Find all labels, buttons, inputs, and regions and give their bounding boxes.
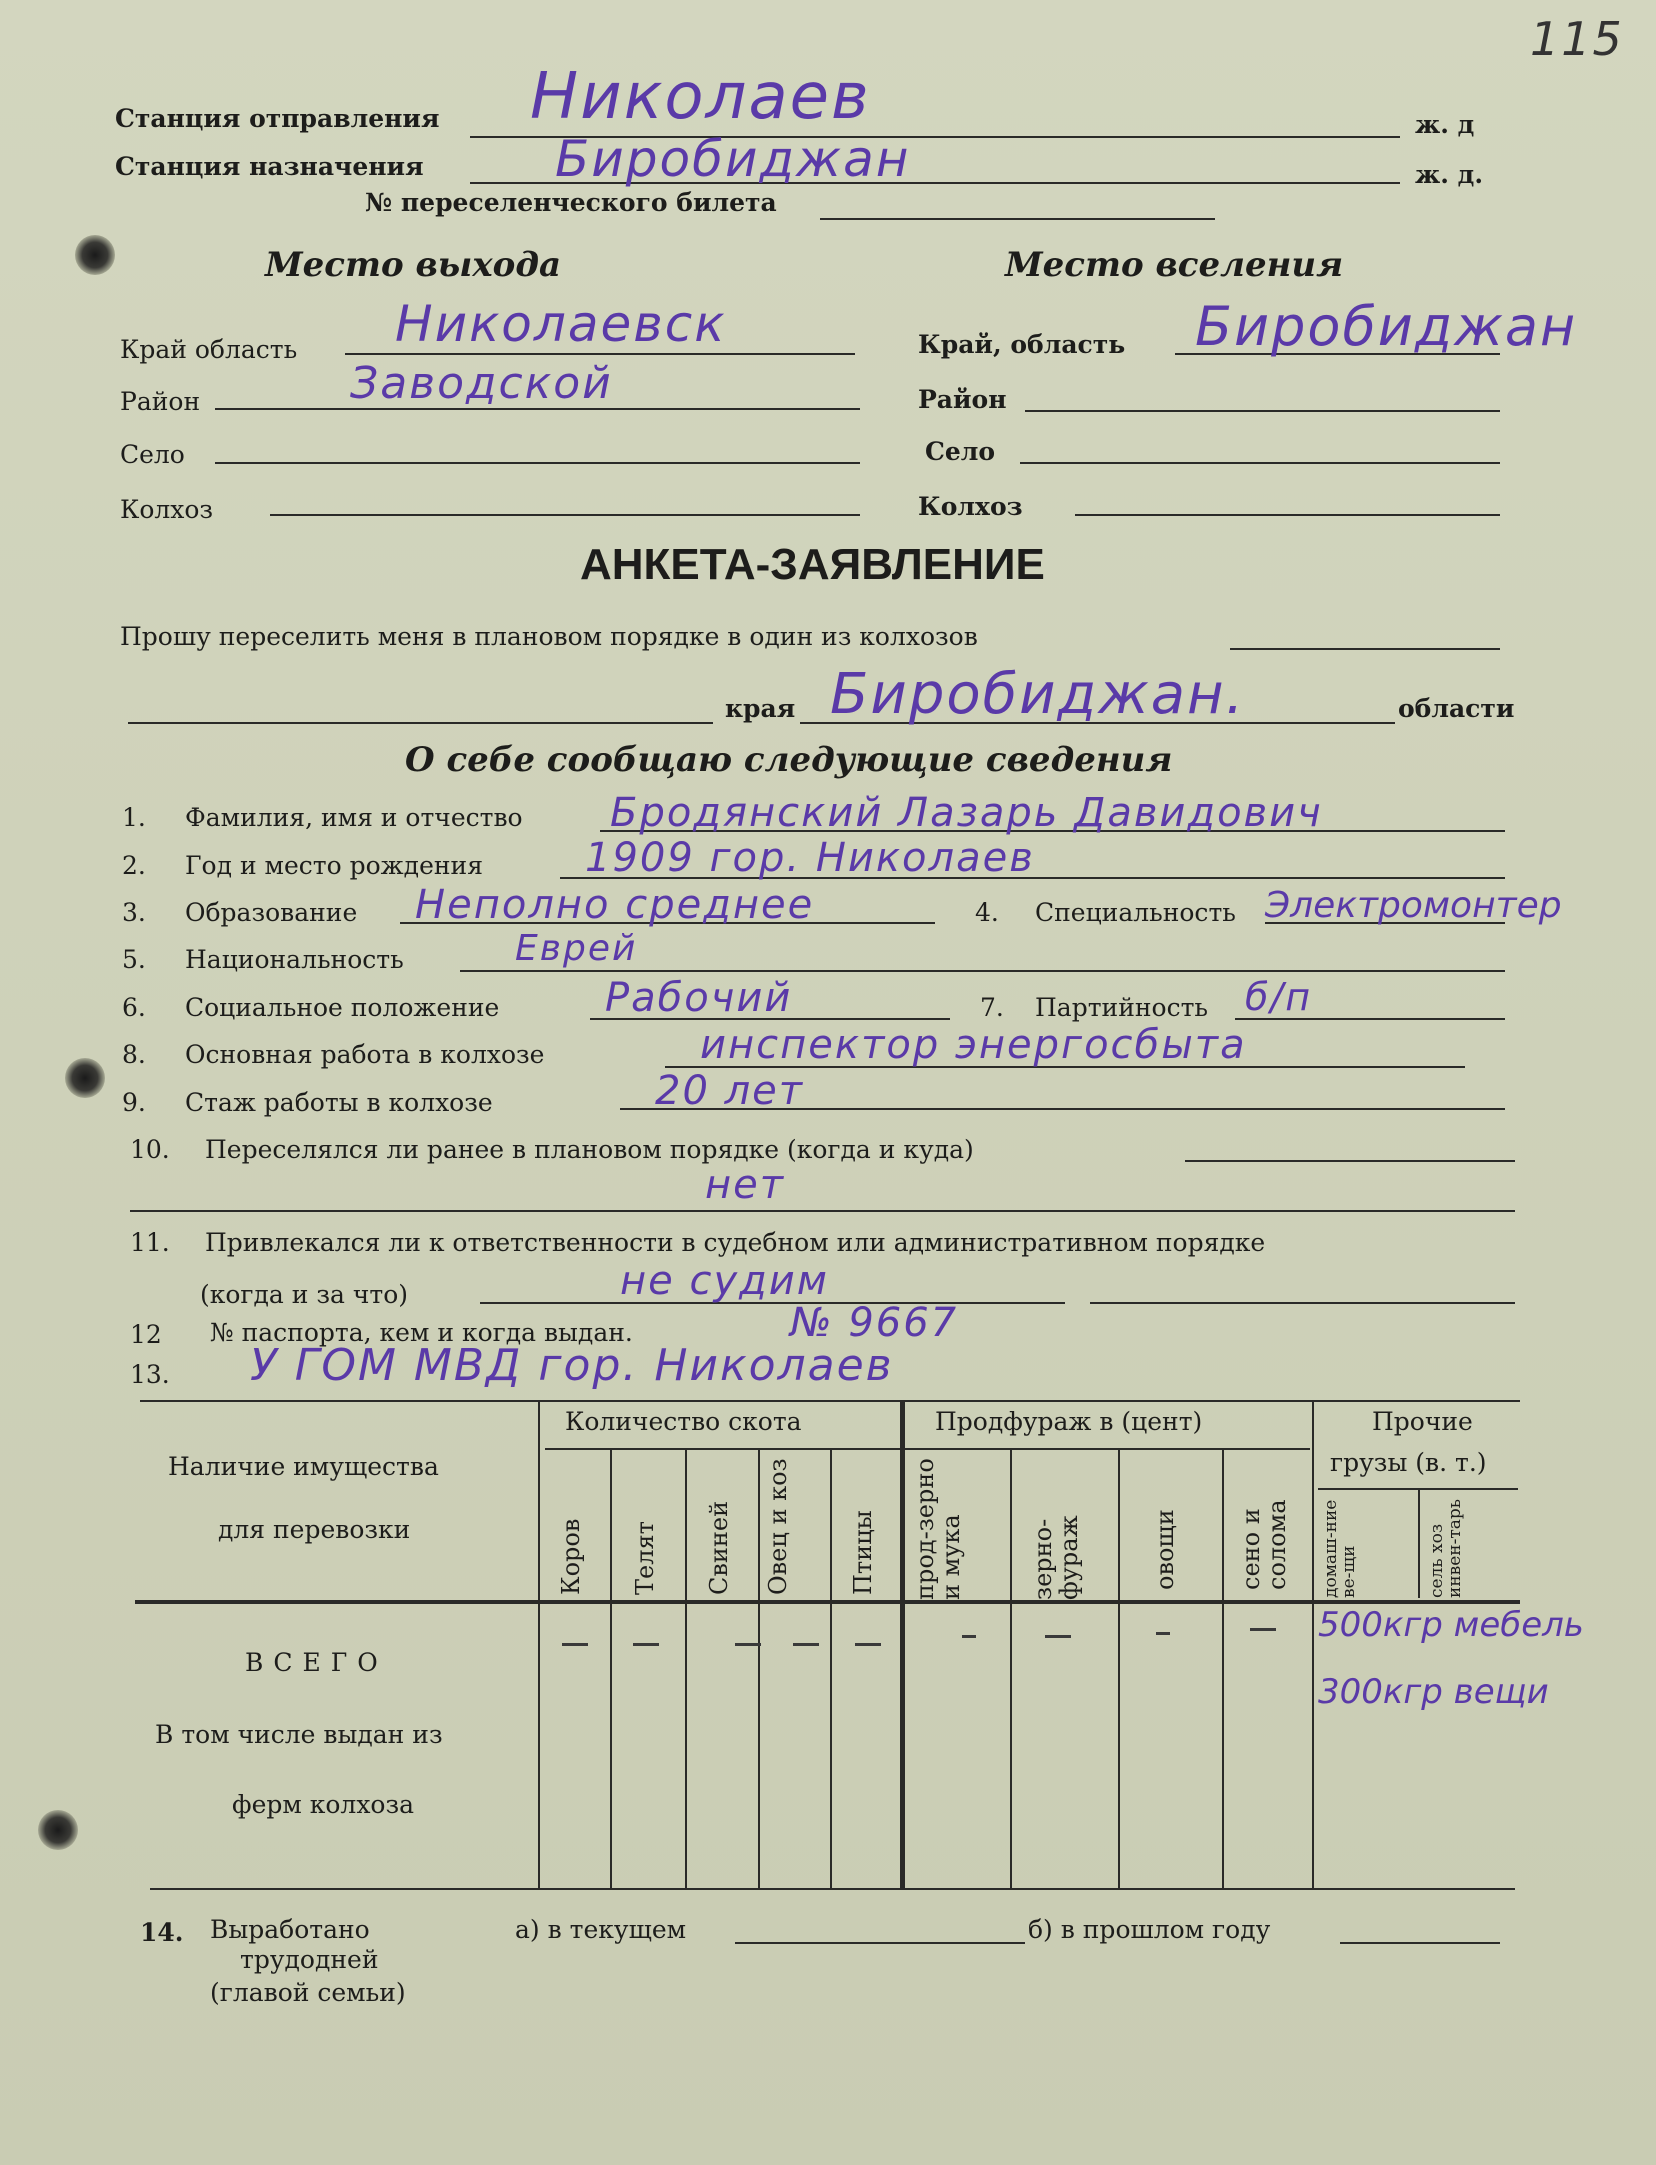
punch-hole <box>38 1810 78 1850</box>
f9-label: Стаж работы в колхозе <box>185 1088 493 1117</box>
row-subtotal-1: В том числе выдан из <box>155 1720 443 1749</box>
dash-mark <box>855 1643 881 1646</box>
f10-label: Переселялся ли ранее в плановом порядке (когда и куда) <box>205 1135 974 1164</box>
feed-header-line <box>905 1448 1310 1450</box>
dest-kolkhoz-line <box>1075 514 1500 516</box>
f6-number: 6. <box>122 993 146 1022</box>
punch-hole <box>75 235 115 275</box>
page-number: 115 <box>1530 12 1624 66</box>
col-divider <box>830 1450 832 1888</box>
oblasti-label: области <box>1398 694 1515 723</box>
f2-label: Год и место рождения <box>185 851 483 880</box>
departure-station-label: Станция отправления <box>115 104 440 133</box>
dest-district-line <box>1025 410 1500 412</box>
dash-mark <box>793 1643 819 1646</box>
col-poultry: Птицы <box>849 1510 877 1595</box>
f7-number: 7. <box>980 993 1004 1022</box>
f10-value: нет <box>705 1162 786 1208</box>
f4-label: Специальность <box>1035 898 1236 927</box>
row-subtotal-2: ферм колхоза <box>232 1790 415 1819</box>
f1-label: Фамилия, имя и отчество <box>185 803 523 832</box>
property-label-2: для перевозки <box>218 1515 411 1544</box>
f14-label-2: трудодней <box>240 1945 379 1974</box>
kraya-value: Биробиджан. <box>830 662 1246 727</box>
col-divider-thick <box>900 1400 905 1888</box>
ticket-number-label: № переселенческого билета <box>365 188 777 217</box>
col-divider <box>685 1450 687 1888</box>
livestock-header: Количество скота <box>565 1407 802 1436</box>
f1-number: 1. <box>122 803 146 832</box>
f8-label: Основная работа в колхозе <box>185 1040 545 1069</box>
f3-label: Образование <box>185 898 358 927</box>
col-hay-straw: сено и солома <box>1237 1499 1291 1590</box>
origin-district-value: Заводской <box>350 358 613 409</box>
origin-region-label: Край область <box>120 335 298 364</box>
f5-value: Еврей <box>515 928 638 969</box>
col-divider <box>610 1450 612 1888</box>
destination-station-value: Биробиджан <box>555 130 911 188</box>
f12-label: № паспорта, кем и когда выдан. <box>210 1318 633 1347</box>
f11-label: Привлекался ли к ответственности в судебном или административном порядке <box>205 1228 1266 1257</box>
dest-kolkhoz-label: Колхоз <box>918 492 1023 521</box>
col-fodder-grain: зерно-фураж <box>1029 1515 1083 1600</box>
punch-hole <box>65 1058 105 1098</box>
f9-number: 9. <box>122 1088 146 1117</box>
origin-title: Место выхода <box>265 245 562 285</box>
f10-number: 10. <box>130 1135 170 1164</box>
f6-label: Социальное положение <box>185 993 500 1022</box>
f14-number: 14. <box>140 1918 184 1947</box>
f5-label: Национальность <box>185 945 404 974</box>
dash-mark <box>1156 1632 1170 1635</box>
f3-number: 3. <box>122 898 146 927</box>
dash-mark <box>1250 1628 1276 1631</box>
f9-value: 20 лет <box>655 1068 805 1114</box>
ticket-number-line <box>820 218 1215 220</box>
current-year-line <box>735 1942 1025 1944</box>
departure-rail-suffix: ж. д <box>1415 110 1475 139</box>
dest-village-line <box>1020 462 1500 464</box>
f10-line <box>1185 1160 1515 1162</box>
other-value-1: 500кгр мебель <box>1318 1605 1584 1645</box>
f1-value: Бродянский Лазарь Давидович <box>610 790 1323 836</box>
f11-line-2 <box>1090 1302 1515 1304</box>
f5-number: 5. <box>122 945 146 974</box>
dest-region-value: Биробиджан <box>1195 295 1578 358</box>
form-title: АНКЕТА-ЗАЯВЛЕНИЕ <box>580 540 1045 589</box>
f4-number: 4. <box>975 898 999 927</box>
origin-region-line <box>345 353 855 355</box>
f11-label-2: (когда и за что) <box>200 1280 409 1309</box>
property-label-1: Наличие имущества <box>168 1452 439 1481</box>
col-divider <box>1118 1450 1120 1888</box>
f14-label-1: Выработано <box>210 1915 370 1944</box>
f2-value: 1909 гор. Николаев <box>585 835 1035 881</box>
dash-mark <box>633 1643 659 1646</box>
departure-station-value: Николаев <box>530 60 871 134</box>
origin-village-line <box>215 462 860 464</box>
col-cows: Коров <box>557 1518 585 1595</box>
kraya-line-left <box>128 722 713 724</box>
other-header-1: Прочие <box>1372 1407 1473 1436</box>
f8-number: 8. <box>122 1040 146 1069</box>
col-food-grain: прод-зерно и мука <box>911 1458 965 1600</box>
other-value-2: 300кгр вещи <box>1318 1672 1549 1712</box>
col-divider <box>1222 1450 1224 1888</box>
col-calves: Телят <box>631 1521 659 1595</box>
request-line <box>1230 648 1500 650</box>
table-bottom-line <box>150 1888 1515 1890</box>
f11-value: не судим <box>620 1258 829 1304</box>
f7-label: Партийность <box>1035 993 1209 1022</box>
f7-value: б/п <box>1245 975 1313 1019</box>
dash-mark <box>962 1635 976 1638</box>
about-title: О себе сообщаю следующие сведения <box>405 740 1173 780</box>
other-header-2: грузы (в. т.) <box>1330 1448 1487 1477</box>
origin-kolkhoz-line <box>270 514 860 516</box>
kraya-label: края <box>725 694 796 723</box>
row-total: ВСЕГО <box>245 1648 388 1677</box>
col-divider <box>1010 1450 1012 1888</box>
f10-line-2 <box>130 1210 1515 1212</box>
destination-station-label: Станция назначения <box>115 152 424 181</box>
f13-number: 13. <box>130 1360 170 1389</box>
f8-value: инспектор энергосбыта <box>700 1022 1247 1068</box>
origin-district-label: Район <box>120 387 201 416</box>
dash-mark <box>562 1643 588 1646</box>
origin-region-value: Николаевск <box>395 295 727 353</box>
col-divider <box>538 1400 540 1888</box>
f12-number: 12 <box>130 1320 162 1349</box>
f5-line <box>460 970 1505 972</box>
dash-mark <box>735 1643 761 1646</box>
f14-label-3: (главой семьи) <box>210 1978 406 2007</box>
dest-region-label: Край, область <box>918 330 1126 359</box>
f6-value: Рабочий <box>605 975 793 1021</box>
f13-value: У ГОМ МВД гор. Николаев <box>250 1340 894 1391</box>
origin-kolkhoz-label: Колхоз <box>120 495 214 524</box>
f2-number: 2. <box>122 851 146 880</box>
last-year-label: б) в прошлом году <box>1028 1915 1271 1944</box>
col-vegetables: овощи <box>1151 1509 1179 1590</box>
col-divider <box>1312 1400 1314 1888</box>
col-sheep-goats: Овец и коз <box>764 1458 792 1595</box>
f3-value: Неполно среднее <box>415 882 815 928</box>
dash-mark <box>1045 1635 1071 1638</box>
col-household: домаш-ние ве-щи <box>1321 1499 1359 1598</box>
destination-rail-suffix: ж. д. <box>1415 160 1484 189</box>
col-divider <box>1418 1490 1420 1598</box>
dest-village-label: Село <box>925 437 996 466</box>
livestock-header-line <box>545 1448 900 1450</box>
col-pigs: Свиней <box>705 1500 733 1595</box>
f11-number: 11. <box>130 1228 170 1257</box>
col-farm-tools: сель хоз инвен-тарь <box>1427 1498 1465 1598</box>
destination-title: Место вселения <box>1005 245 1344 285</box>
f4-value: Электромонтер <box>1265 885 1562 926</box>
origin-village-label: Село <box>120 440 185 469</box>
f12-value: № 9667 <box>790 1300 959 1346</box>
current-year-label: а) в текущем <box>515 1915 687 1944</box>
dest-district-label: Район <box>918 385 1007 414</box>
col-divider <box>758 1450 760 1888</box>
request-text: Прошу переселить меня в плановом порядке в один из колхозов <box>120 622 978 651</box>
last-year-line <box>1340 1942 1500 1944</box>
feed-header: Продфураж в (цент) <box>935 1407 1203 1436</box>
